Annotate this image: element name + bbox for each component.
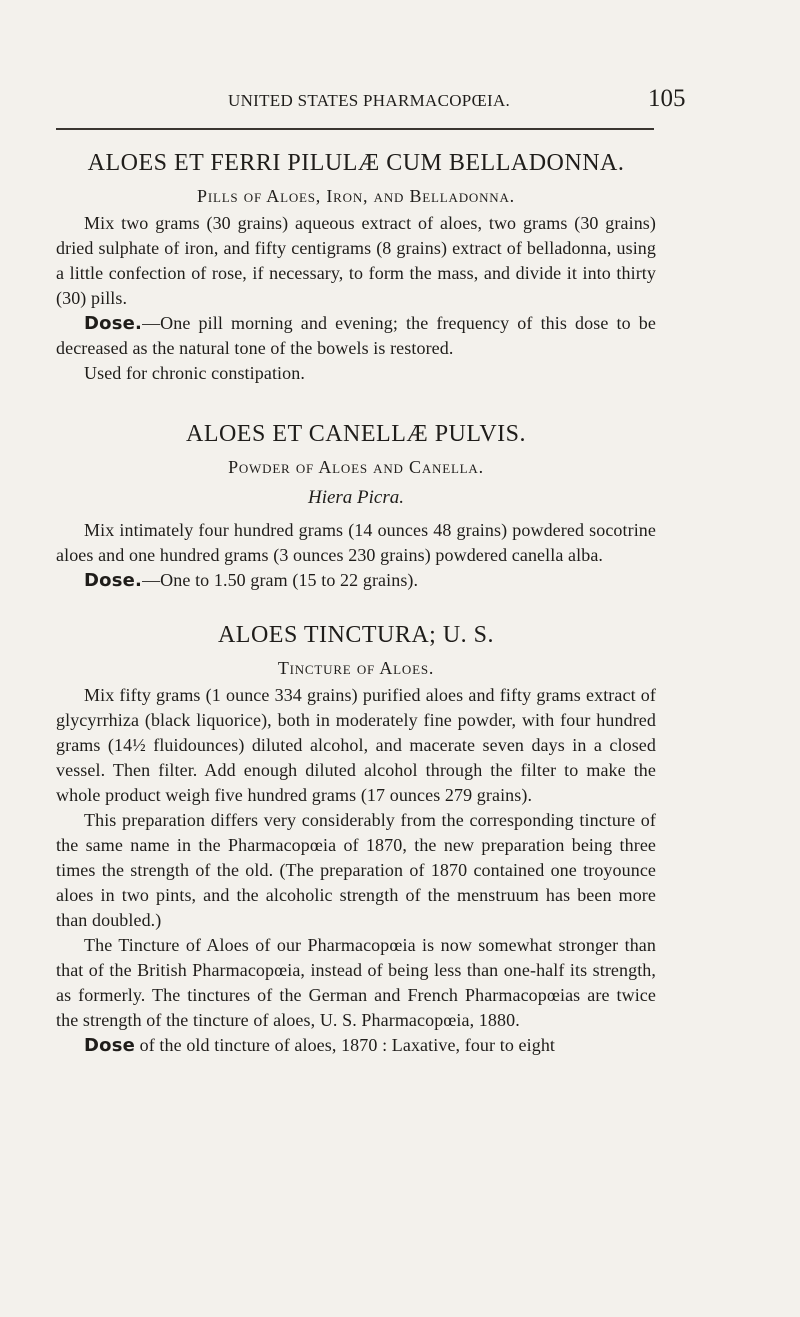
dose-text: —One to 1.50 gram (15 to 22 grains). — [142, 570, 419, 590]
dose-text: of the old tincture of aloes, 1870 : Laxative, four to eight — [135, 1035, 556, 1055]
section-title: ALOES TINCTURA; U. S. — [217, 622, 495, 648]
section-title: ALOES ET CANELLÆ PULVIS. — [185, 421, 527, 447]
section-synonym: Hiera Picra. — [307, 487, 405, 508]
dose-text: —One pill morning and evening; the frequency of this dose to be decreased as the natural tone of the bowels is restored. — [56, 313, 656, 358]
section-subtitle: Powder of Aloes and Canella. — [228, 457, 484, 477]
dose-paragraph — [56, 1033, 656, 1058]
paragraph: Mix fifty grams (1 ounce 334 grains) purified aloes and fifty grams extract of glycyrrhiza (black liquorice), both in moderately fine powder, with four hundred grams (14½ fluidounces) diluted alcohol, and macerate seven days in a closed vessel. Then filter. Add enough diluted alcohol through the filter to make the whole product weigh five hundred grams (17 ounces 279 grains). — [56, 685, 656, 805]
running-head — [85, 85, 686, 128]
dose-label: Dose — [84, 1035, 136, 1056]
section-aloes-canellae-pulvis — [56, 416, 656, 593]
page-number: 105 — [648, 85, 686, 112]
paragraph: Used for chronic constipation. — [84, 363, 305, 383]
paragraph: The Tincture of Aloes of our Pharmacopœia is now somewhat stronger than that of the British Pharmacopœia, instead of being less than one-half its strength, as formerly. The tinctures of the German and French Pharmacopœias are twice the strength of the tincture of aloes, U. S. Pharmacopœia, 1880. — [56, 935, 656, 1030]
dose-label: Dose. — [84, 570, 143, 591]
section-aloes-tinctura — [56, 617, 656, 1058]
dose-paragraph — [56, 311, 656, 361]
dose-label: Dose. — [84, 313, 143, 334]
paragraph: Mix intimately four hundred grams (14 ounces 48 grains) powdered socotrine aloes and one hundred grams (3 ounces 230 grains) powdered canella alba. — [56, 520, 656, 565]
page-content — [56, 145, 656, 1058]
section-subtitle: Tincture of Aloes. — [277, 658, 435, 678]
section-aloes-ferri-pilulae — [56, 145, 656, 386]
paragraph: Mix two grams (30 grains) aqueous extract of aloes, two grams (30 grains) dried sulphate of iron, and fifty centigrams (8 grains) extract of belladonna, using a little confection of rose, if necessary, to form the mass, and divide it into thirty (30) pills. — [56, 213, 656, 308]
section-title: ALOES ET FERRI PILULÆ CUM BELLADONNA. — [87, 150, 625, 176]
section-subtitle: Pills of Aloes, Iron, and Belladonna. — [197, 186, 515, 206]
paragraph: This preparation differs very considerably from the corresponding tincture of the same name in the Pharmacopœia of 1870, the new preparation being three times the strength of the old. (The preparation of 1870 contained one troyounce aloes in two pints, and the alcoholic strength of the menstruum has been more than doubled.) — [56, 810, 656, 930]
dose-paragraph — [56, 568, 656, 593]
running-title: UNITED STATES PHARMACOPŒIA. — [228, 91, 511, 110]
header-rule — [56, 128, 654, 130]
